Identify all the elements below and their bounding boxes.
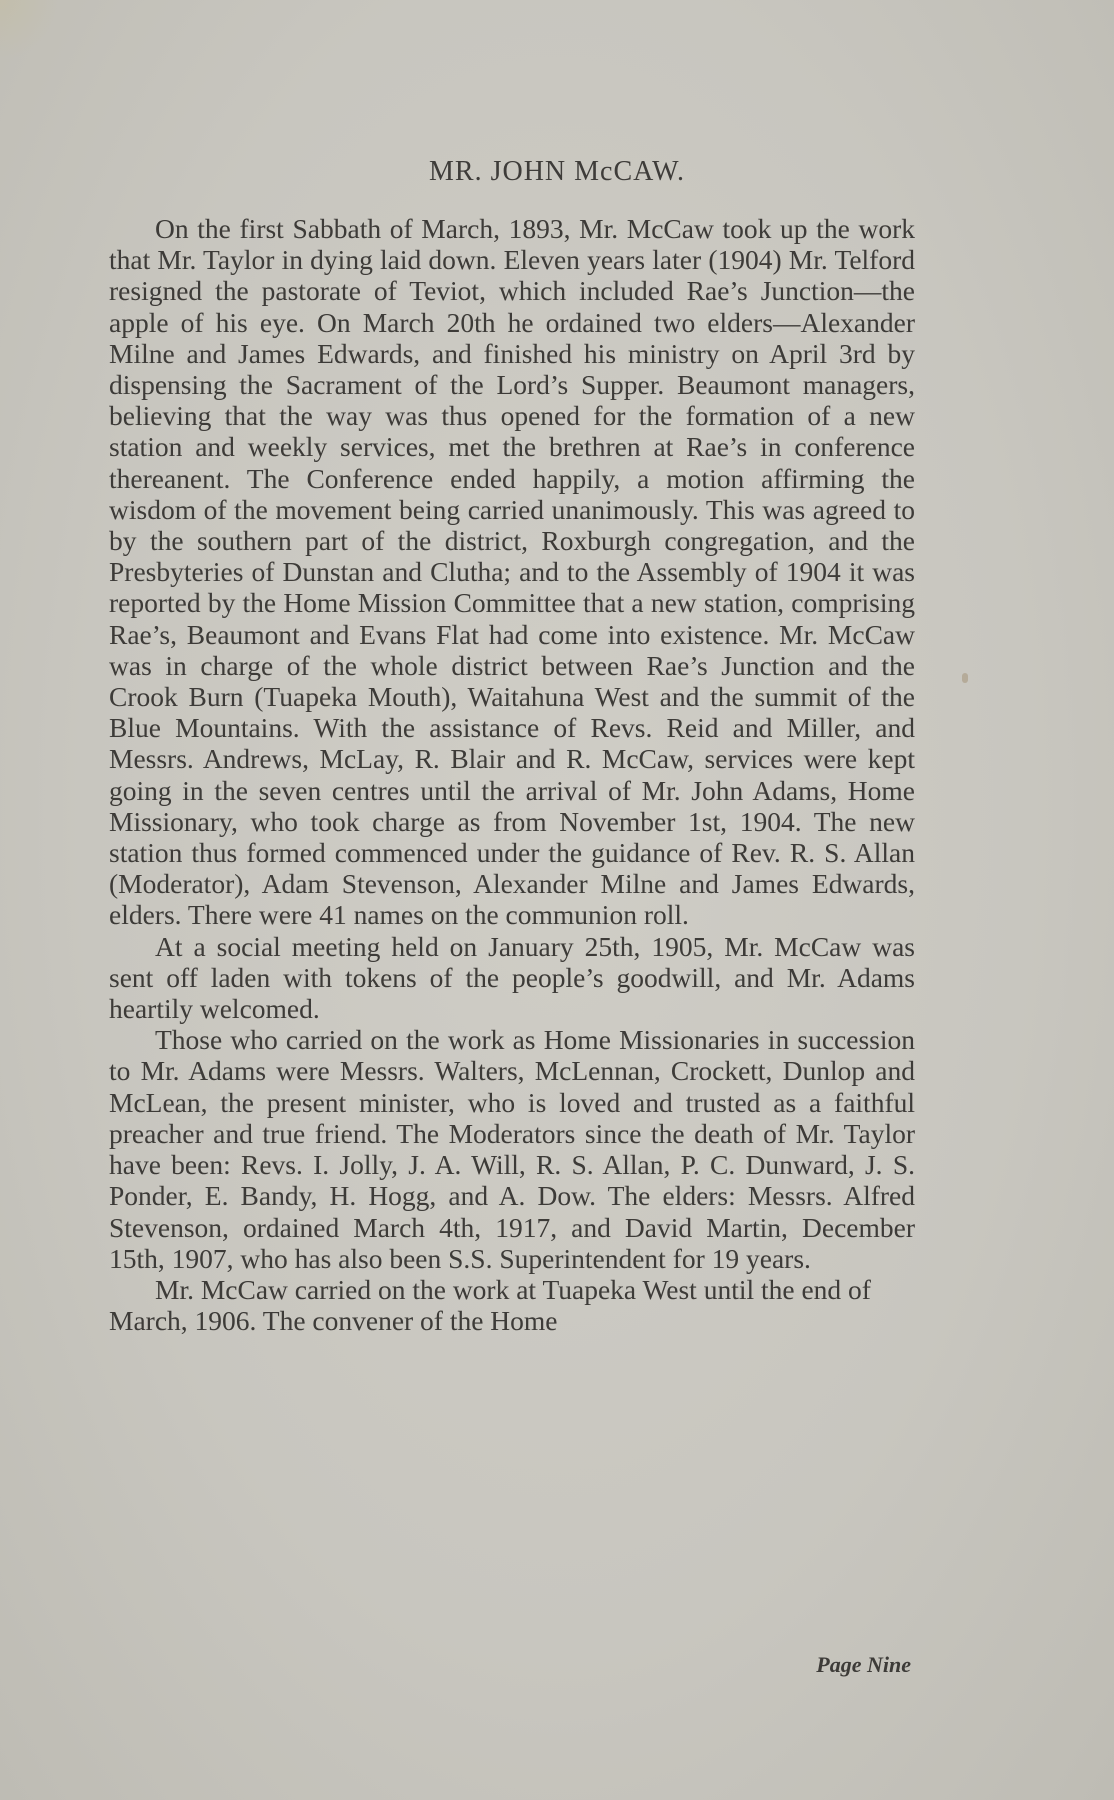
page-number: Page Nine — [816, 1652, 911, 1677]
article-body — [109, 213, 915, 1336]
paragraph-1: On the first Sabbath of March, 1893, Mr. McCaw took up the work that Mr. Taylor in dying laid down. Eleven years later (1904) Mr. Telford resigned the pastorate of Teviot, which included Rae’s Junction—the apple of his eye. On March 20th he ordained two elders—Alexander Milne and James Edwards, and finished his ministry on April 3rd by dispensing the Sacrament of the Lord’s Supper. Beaumont managers, believing that the way was thus opened for the formation of a new station and weekly services, met the brethren at Rae’s in conference thereanent. The Conference ended happily, a motion affirming the wisdom of the movement being carried unanimously. This was agreed to by the southern part of the district, Roxburgh congregation, and the Presbyteries of Dunstan and Clutha; and to the Assembly of 1904 it was reported by the Home Mission Committee that a new station, comprising Rae’s, Beaumont and Evans Flat had come into existence. Mr. McCaw was in charge of the whole district between Rae’s Junction and the Crook Burn (Tuapeka Mouth), Waitahuna West and the summit of the Blue Mountains. With the assistance of Revs. Reid and Miller, and Messrs. Andrews, McLay, R. Blair and R. McCaw, services were kept going in the seven centres until the arrival of Mr. John Adams, Home Missionary, who took charge as from November 1st, 1904. The new station thus formed commenced under the guidance of Rev. R. S. Allan (Moderator), Adam Stevenson, Alexander Milne and James Edwards, elders. There were 41 names on the communion roll. — [109, 213, 915, 931]
paragraph-2: At a social meeting held on January 25th, 1905, Mr. McCaw was sent off laden with tokens of the people’s goodwill, and Mr. Adams heartily welcomed. — [109, 930, 915, 1025]
page-title: MR. JOHN McCAW. — [429, 156, 685, 187]
paragraph-4: Mr. McCaw carried on the work at Tuapeka West until the end of March, 1906. The convener of the Home — [109, 1273, 871, 1337]
paragraph-3: Those who carried on the work as Home Missionaries in succession to Mr. Adams were Messrs. Walters, McLennan, Crockett, Dunlop and McLean, the present minister, who is loved and trusted as a faithful preacher and true friend. The Moderators since the death of Mr. Taylor have been: Revs. I. Jolly, J. A. Will, R. S. Allan, P. C. Dunward, J. S. Ponder, E. Bandy, H. Hogg, and A. Dow. The elders: Messrs. Alfred Stevenson, ordained March 4th, 1917, and David Martin, December 15th, 1907, who has also been S.S. Superintendent for 19 years. — [109, 1024, 915, 1274]
paper-stain — [0, 0, 60, 60]
paper-speck — [962, 673, 968, 683]
